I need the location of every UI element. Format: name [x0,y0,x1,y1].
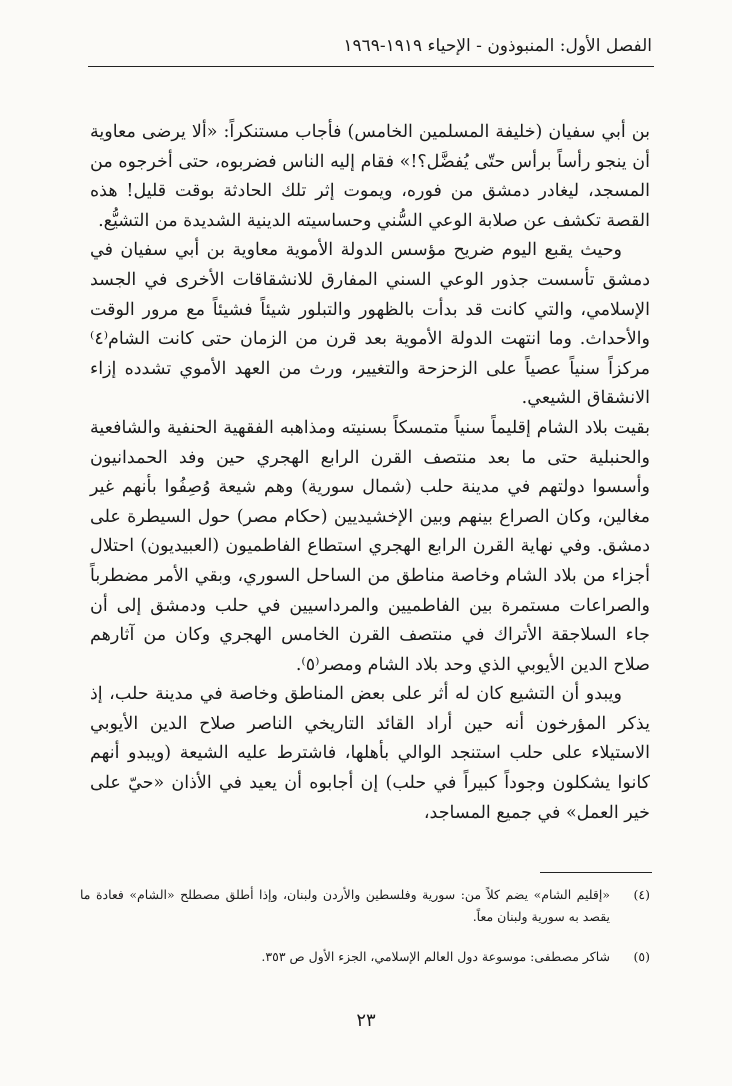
header-rule [88,66,654,67]
footnotes [80,884,650,986]
paragraph-3: بقيت بلاد الشام إقليماً سنياً متمسكاً بسنيته ومذاهبه الفقهية الحنفية والشافعية والحنبلية حتى ما بعد منتصف القرن الرابع الهجري حين وفد الحمدانيون وأسسوا دولتهم في مدينة حلب (شمال سورية) وهم شيعة وُصِفُوا بأنهم غير مغالين، وكان الصراع بينهم وبين الإخشيديين (حكام مصر) حول السيطرة على دمشق. وفي نهاية القرن الرابع الهجري استطاع الفاطميون (العبيديون) احتلال أجزاء من بلاد الشام وخاصة مناطق من الساحل السوري، وبقي الأمر مضطرباً والصراعات مستمرة بين الفاطميين والمرداسيين في حلب ودمشق إلى أن جاء السلاجقة الأتراك في منتصف القرن الخامس الهجري وكان من آثارهم صلاح الدين الأيوبي الذي وحد بلاد الشام ومصر⁽٥⁾. [90,417,650,675]
footnote-text: «إقليم الشام» يضم كلاً من: سورية وفلسطين والأردن ولبنان، وإذا أطلق مصطلح «الشام» فعادة ما يقصد به سورية ولبنان معاً. [80,887,610,924]
running-header: الفصل الأول: المنبوذون - الإحياء ١٩١٩-١٩٦٩ [343,36,652,56]
footnote-rule [540,872,652,873]
footnote-number: (٥) [633,949,650,964]
footnote-number: (٤) [633,887,650,902]
footnote-4 [80,884,650,928]
footnote-text: شاكر مصطفى: موسوعة دول العالم الإسلامي، الجزء الأول ص ٣٥٣. [261,949,610,964]
paragraph-4: ويبدو أن التشيع كان له أثر على بعض المناطق وخاصة في مدينة حلب، إذ يذكر المؤرخون أنه حين أراد القائد التاريخي الناصر صلاح الدين الأيوبي الاستيلاء على حلب استنجد الوالي بأهلها، فاشترط عليه الشيعة (ويبدو أنهم كانوا يشكلون وجوداً كبيراً في حلب) إن أجابوه أن يعيد في الأذان «حيّ على خير العمل» في جميع المساجد، [90,684,650,823]
page-number: ٢٣ [356,1010,376,1031]
footnote-5 [80,946,650,968]
paragraph-2: وحيث يقبع اليوم ضريح مؤسس الدولة الأموية معاوية بن أبي سفيان في دمشق تأسست جذور الوعي السني المفارق للانشقاقات الأخرى في الجسد الإسلامي، والتي كانت قد بدأت بالظهور والتبلور شيئاً فشيئاً مع مرور الوقت والأحداث. وما انتهت الدولة الأموية بعد قرن من الزمان حتى كانت الشام⁽٤⁾ مركزاً سنياً عصياً على الزحزحة والتغيير، ورث من العهد الأموي تشدده إزاء الانشقاق الشيعي. [90,240,650,409]
paragraph-1: بن أبي سفيان (خليفة المسلمين الخامس) فأجاب مستنكراً: «ألا يرضى معاوية أن ينجو رأساً برأس حتّى يُفضَّل؟!» فقام إليه الناس فضربوه، حتى أخرجوه من المسجد، ليغادر دمشق من فوره، ويموت إثر تلك الحادثة بوقت قليل! هذه القصة تكشف عن صلابة الوعي السُّني وحساسيته الدينية الشديدة من التشيُّع. [90,122,650,231]
body-text [90,118,650,828]
